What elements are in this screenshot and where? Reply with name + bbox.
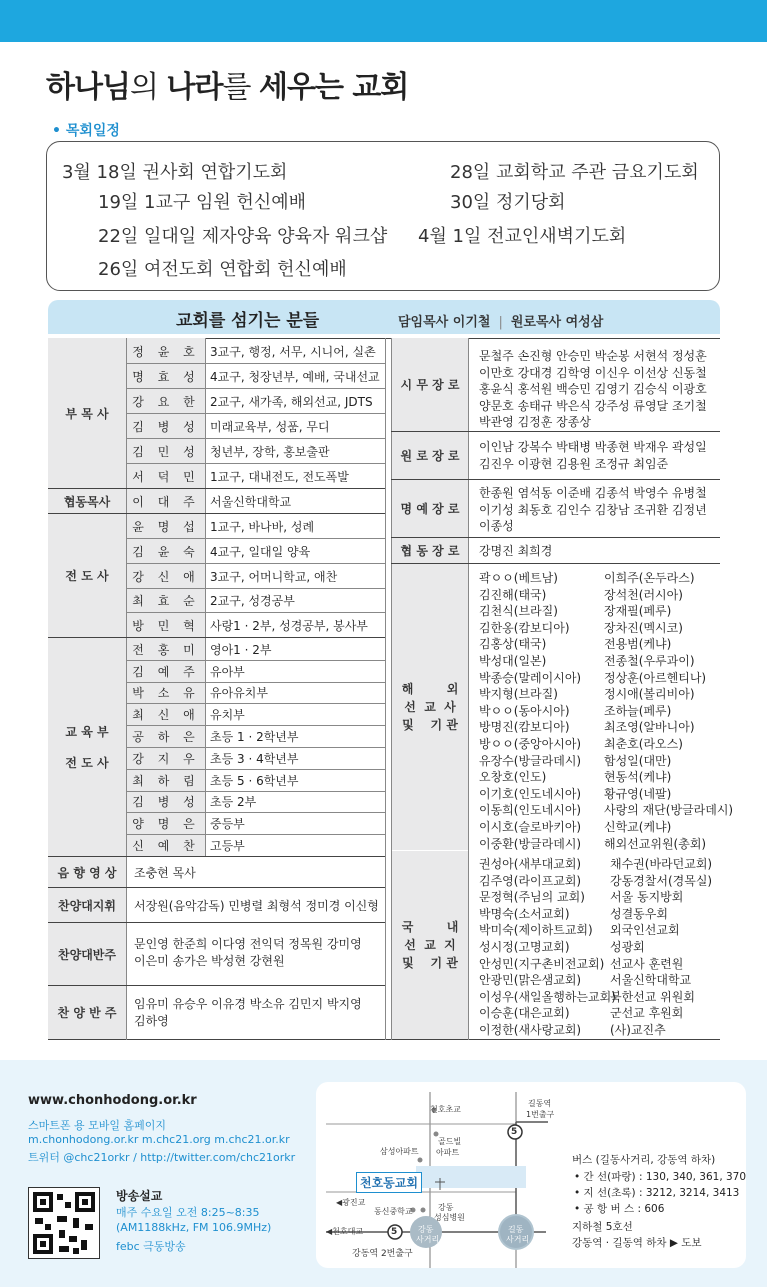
schedule-item: 22일 일대일 제자양육 양육자 워크샵: [98, 226, 388, 247]
staff-name: 김 병 성: [132, 419, 200, 434]
staff-name: 양 명 은: [132, 817, 200, 832]
staff-name: 최 효 순: [132, 594, 200, 608]
overseas-list-b: [604, 570, 733, 852]
overseas-mission-item: 신학교(케냐): [604, 819, 672, 834]
domestic-mission-item: 채수권(바라던교회): [610, 857, 713, 871]
overseas-mission-item: 전종철(우루과이): [604, 653, 695, 668]
staff-role: 유아부: [210, 664, 245, 679]
overseas-mission-item: 장재필(페루): [604, 604, 672, 619]
overseas-mission-item: 이기호(인도네시아): [479, 786, 582, 801]
map-label-gildong-exit1-b: 1번출구: [526, 1110, 555, 1119]
staff-role: 고등부: [210, 839, 245, 854]
overseas-mission-item: 박ㅇㅇ(동아시아): [479, 703, 570, 718]
cat-retired-elders: 원 로 장 로: [392, 432, 468, 479]
emeritus-pastor: 원로목사 여성삼: [510, 315, 604, 330]
staff-role: 유아유치부: [210, 686, 268, 701]
overseas-mission-item: 박지형(브라질): [479, 687, 558, 702]
staff-name: 강 요 한: [132, 394, 200, 409]
staff-role: 서울신학대학교: [210, 494, 292, 509]
retired-elders-list: 이인남 강복수 박태병 박종현 박재우 곽성일 김진우 이광현 김용원 조정규 최임준: [479, 440, 707, 471]
overseas-mission-item: 현동석(케냐): [604, 770, 672, 785]
schedule-item: 3월 18일 권사회 연합기도회: [62, 162, 288, 183]
cat-choir-accompanist: 찬양대반주: [48, 923, 126, 985]
schedule-label: • 목회일정: [52, 123, 120, 139]
map-label-cheonhodaegyo: ◀천호대교: [326, 1227, 364, 1236]
domestic-mission-item: 박미숙(제이하트교회): [479, 923, 593, 938]
overseas-list-a: [479, 570, 581, 852]
overseas-mission-item: 이시호(슬로바키아): [479, 819, 582, 834]
choir-accompanist-value: 문인영 한준희 이다영 전익덕 정목원 강미영 이은미 송가은 박성현 강현원: [134, 937, 362, 968]
map-label-samsung-apt: 삼성아파트: [380, 1147, 419, 1156]
cat-edu-evangelist: 교 육 부 전 도 사: [48, 638, 126, 856]
domestic-mission-item: 서울신학대학교: [610, 973, 692, 988]
staff-name: 명 효 성: [132, 369, 200, 384]
overseas-mission-item: 전용범(케냐): [604, 637, 672, 652]
staff-name: 김 예 주: [132, 664, 200, 679]
domestic-mission-item: 선교사 훈련원: [610, 956, 684, 971]
choir-director-value: 서장원(음악감독) 민병렬 최형석 정미경 이신형: [134, 898, 379, 913]
overseas-mission-item: 최조영(알바니아): [604, 720, 695, 735]
staff-role: 사랑1 · 2부, 성경공부, 봉사부: [210, 618, 368, 633]
map-label-elem-school: 천호초교: [430, 1105, 461, 1114]
map-label-dongsin: 동신중학교: [374, 1207, 413, 1216]
schedule-item: 4월 1일 전교인새벽기도회: [418, 226, 627, 247]
staff-role: 유치부: [210, 708, 245, 723]
overseas-mission-item: 이희주(온두라스): [604, 571, 695, 585]
domestic-mission-item: 성광회: [610, 939, 645, 954]
line5-icon: 5: [511, 1127, 518, 1137]
overseas-mission-item: 박종승(말레이시아): [479, 670, 582, 685]
map-label-gildong-junction: 길동: [508, 1225, 524, 1234]
staff-name: 김 병 성: [132, 795, 200, 810]
pastors-line: [398, 311, 603, 330]
page-title: 하나님의 나라를 세우는 교회: [46, 70, 409, 105]
cat-domestic-missions: 국 내 선 교 지 및 기 관: [392, 851, 468, 1039]
overseas-mission-item: 오창호(인도): [479, 770, 547, 785]
domestic-mission-item: 박명숙(소서교회): [479, 906, 570, 921]
bus-main-line: • 간 선(파랑) : 130, 340, 361, 370: [574, 1171, 746, 1183]
overseas-mission-item: 김한옹(캄보디아): [479, 620, 570, 635]
domestic-mission-item: 문정혁(주님의 교회): [479, 890, 585, 905]
active-elders-list: 문철주 손진형 안승민 박순봉 서현석 정성훈 이만호 강대경 김학영 이신우 이선상 신동철 홍윤식 홍석원 백승민 김영기 김승식 이광호 양문호 송태규 박은식 강주성 류영달 조기철 박관영 김정훈 장종상: [479, 349, 707, 430]
staff-name: 공 하 은: [132, 730, 200, 745]
broadcast-station: febc 극동방송: [116, 1240, 186, 1253]
domestic-mission-item: 외국인선교회: [610, 923, 680, 938]
staff-name: 김 민 성: [132, 444, 200, 459]
map-label-gangdong-junction: 강동: [418, 1225, 434, 1234]
staff-role: 4교구, 일대일 양육: [210, 544, 311, 559]
broadcast-time: 매주 수요일 오전 8:25~8:35: [116, 1206, 260, 1219]
map-label-gangdong-hospital: 강동: [438, 1203, 454, 1212]
domestic-mission-item: 성결동우회: [610, 906, 668, 921]
staff-name: 박 소 유: [132, 686, 200, 701]
honorary-elders-list: 한종원 염석동 이준배 김종석 박영수 유병철 이기성 최동호 김인수 김창남 조귀환 김정년 이종성: [479, 486, 707, 534]
map-label-gangdong-junction-b: 사거리: [416, 1235, 440, 1244]
staff-role: 초등 5 · 6학년부: [210, 773, 299, 788]
staff-role: 1교구, 바나바, 성례: [210, 519, 315, 534]
domestic-mission-item: 김주영(라이프교회): [479, 873, 582, 888]
domestic-mission-item: 북한선교 위원회: [610, 989, 695, 1004]
staff-role: 초등 1 · 2학년부: [210, 730, 299, 745]
domestic-mission-item: (사)교진추: [610, 1022, 666, 1037]
staff-role: 초등 3 · 4학년부: [210, 751, 299, 766]
overseas-mission-item: 김홍상(태국): [479, 637, 547, 652]
domestic-mission-item: 안성민(지구촌비전교회): [479, 956, 605, 971]
staff-role: 중등부: [210, 817, 245, 832]
website-link[interactable]: www.chonhodong.or.kr: [28, 1093, 197, 1108]
bus-branch-line: • 지 선(초록) : 3212, 3214, 3413: [574, 1187, 740, 1199]
overseas-mission-item: 장석천(러시아): [604, 587, 683, 602]
overseas-mission-item: 이중환(방글라데시): [479, 836, 582, 851]
map-label-goldvil: 골드빌: [438, 1137, 462, 1146]
broadcast-title: 방송설교: [116, 1189, 163, 1203]
staff-role: 초등 2부: [210, 795, 257, 810]
map-label-gildong-exit1: 길동역: [528, 1099, 552, 1108]
overseas-mission-item: 황규영(네팔): [604, 786, 672, 801]
top-accent-bar: [0, 0, 767, 42]
cat-coop-pastor: 협동목사: [48, 489, 126, 513]
domestic-mission-item: 안광민(맑은샘교회): [479, 973, 582, 988]
cat-praise-band: 찬 양 반 주: [48, 986, 126, 1039]
sound-video-value: 조충현 목사: [134, 865, 196, 880]
schedule-item: 26일 여전도회 연합회 헌신예배: [98, 259, 347, 280]
cat-assoc-pastor: 부 목 사: [48, 338, 126, 488]
staff-name: 신 예 찬: [132, 839, 200, 854]
praise-band-value: 임유미 유승우 이유경 박소유 김민지 박지영 김하영: [134, 997, 362, 1028]
domestic-mission-item: 서울 동지방회: [610, 890, 684, 905]
overseas-mission-item: 정상훈(아르헨티나): [604, 670, 707, 685]
mobile-label: 스마트폰 용 모바일 홈페이지: [28, 1119, 167, 1132]
map-church-marker[interactable]: 천호동교회: [356, 1172, 422, 1193]
domestic-list-b: [610, 856, 712, 1039]
overseas-mission-item: 조하늘(페루): [604, 703, 672, 718]
staff-name: 윤 명 섭: [132, 519, 200, 534]
overseas-mission-item: 최춘호(라오스): [604, 736, 683, 751]
domestic-mission-item: 성시정(고명교회): [479, 939, 570, 954]
broadcast-frequency: (AM1188kHz, FM 106.9MHz): [116, 1221, 272, 1234]
overseas-mission-item: 장차진(멕시코): [604, 620, 683, 635]
map-label-gildong-junction-b: 사거리: [506, 1235, 530, 1244]
domestic-list-a: [479, 856, 616, 1039]
staff-name: 전 홍 미: [132, 642, 200, 657]
staff-role: 4교구, 청장년부, 예배, 국내선교: [210, 369, 380, 384]
mobile-urls[interactable]: m.chonhodong.or.kr m.chc21.org m.chc21.or.kr: [28, 1133, 290, 1146]
domestic-mission-item: 권성아(새부대교회): [479, 857, 582, 871]
cat-evangelist: 전 도 사: [48, 514, 126, 637]
map-label-gwangjingyo: ◀광진교: [336, 1198, 366, 1207]
cat-choir-director: 찬양대지휘: [48, 888, 126, 922]
staff-name: 강 지 우: [132, 751, 200, 766]
staff-role: 1교구, 대내전도, 전도폭발: [210, 469, 349, 484]
overseas-mission-item: 유장수(방글라데시): [479, 753, 582, 768]
schedule-item: 19일 1교구 임원 헌신예배: [98, 192, 307, 213]
subway-detail: 강동역 · 길동역 하차 ▶ 도보: [572, 1237, 702, 1249]
staff-name: 방 민 혁: [132, 618, 200, 633]
overseas-mission-item: 사랑의 재단(방글라데시): [604, 803, 734, 818]
overseas-mission-item: 해외선교위원(총회): [604, 836, 707, 851]
bus-title: 버스 (길동사거리, 강동역 하차): [572, 1154, 716, 1166]
staff-role: 2교구, 성경공부: [210, 594, 295, 608]
overseas-mission-item: 방명진(캄보디아): [479, 720, 570, 735]
staff-role: 3교구, 어머니학교, 애찬: [210, 569, 338, 584]
cat-overseas-missions: 해 외 선 교 사 및 기 관: [392, 564, 468, 850]
staff-table: [48, 338, 734, 1040]
staff-role: 청년부, 장학, 홍보출판: [210, 444, 330, 459]
coop-elders-list: 강명진 최희경: [479, 544, 553, 558]
staff-role: 2교구, 새가족, 해외선교, JDTS: [210, 394, 373, 409]
domestic-mission-item: 이승훈(대은교회): [479, 1006, 570, 1021]
staff-name: 강 신 애: [132, 569, 200, 584]
staff-role: 미래교육부, 성품, 무디: [210, 419, 330, 434]
overseas-mission-item: 정시애(볼리비아): [604, 687, 695, 702]
bus-airport-line: • 공 항 버 스 : 606: [574, 1203, 665, 1215]
domestic-mission-item: 군선교 후원회: [610, 1006, 684, 1021]
overseas-mission-item: 방ㅇㅇ(중앙아시아): [479, 736, 582, 751]
cat-active-elders: 시 무 장 로: [392, 338, 468, 431]
staff-name: 이 대 주: [132, 494, 200, 509]
cat-honorary-elders: 명 예 장 로: [392, 480, 468, 537]
overseas-mission-item: 함성일(대만): [604, 753, 672, 768]
domestic-mission-item: 이성우(새일올행하는교회): [479, 989, 616, 1004]
staff-name: 서 덕 민: [132, 469, 200, 484]
overseas-mission-item: 김진해(태국): [479, 587, 547, 602]
overseas-mission-item: 곽ㅇㅇ(베트남): [479, 571, 558, 585]
location-map[interactable]: [316, 1082, 746, 1268]
staff-role: 영아1 · 2부: [210, 642, 272, 657]
schedule-item: 30일 정기당회: [450, 192, 566, 213]
staff-name: 정 윤 호: [132, 344, 200, 359]
qr-code-icon[interactable]: [28, 1187, 100, 1259]
serve-title: 교회를 섬기는 분들: [176, 311, 320, 331]
senior-pastor: 담임목사 이기철: [398, 315, 491, 330]
domestic-mission-item: 이정한(새사랑교회): [479, 1022, 582, 1037]
staff-role: 3교구, 행정, 서무, 시니어, 실촌: [210, 344, 376, 359]
domestic-mission-item: 강동경찰서(경목실): [610, 873, 713, 888]
staff-name: 최 하 림: [132, 773, 200, 788]
staff-name: 김 윤 숙: [132, 544, 200, 559]
serve-header-bar: [48, 300, 720, 334]
map-label-gangdong-hospital-b: 성심병원: [434, 1213, 465, 1222]
overseas-mission-item: 김천식(브라질): [479, 604, 558, 619]
line5-icon: 5: [391, 1227, 398, 1237]
schedule-item: 28일 교회학교 주관 금요기도회: [450, 162, 699, 183]
cat-coop-elders: 협 동 장 로: [392, 538, 468, 563]
twitter-link[interactable]: 트위터 @chc21orkr / http://twitter.com/chc21orkr: [28, 1151, 296, 1164]
cat-sound-video: 음 향 영 상: [48, 857, 126, 887]
map-label-gangdong-exit2: 강동역 2번출구: [352, 1249, 413, 1259]
subway-title: 지하철 5호선: [572, 1221, 633, 1233]
separator: |: [498, 315, 503, 330]
staff-name: 최 신 애: [132, 708, 200, 723]
overseas-mission-item: 박성대(일본): [479, 653, 547, 668]
overseas-mission-item: 이동희(인도네시아): [479, 803, 582, 818]
map-label-goldvil-b: 아파트: [436, 1148, 460, 1157]
